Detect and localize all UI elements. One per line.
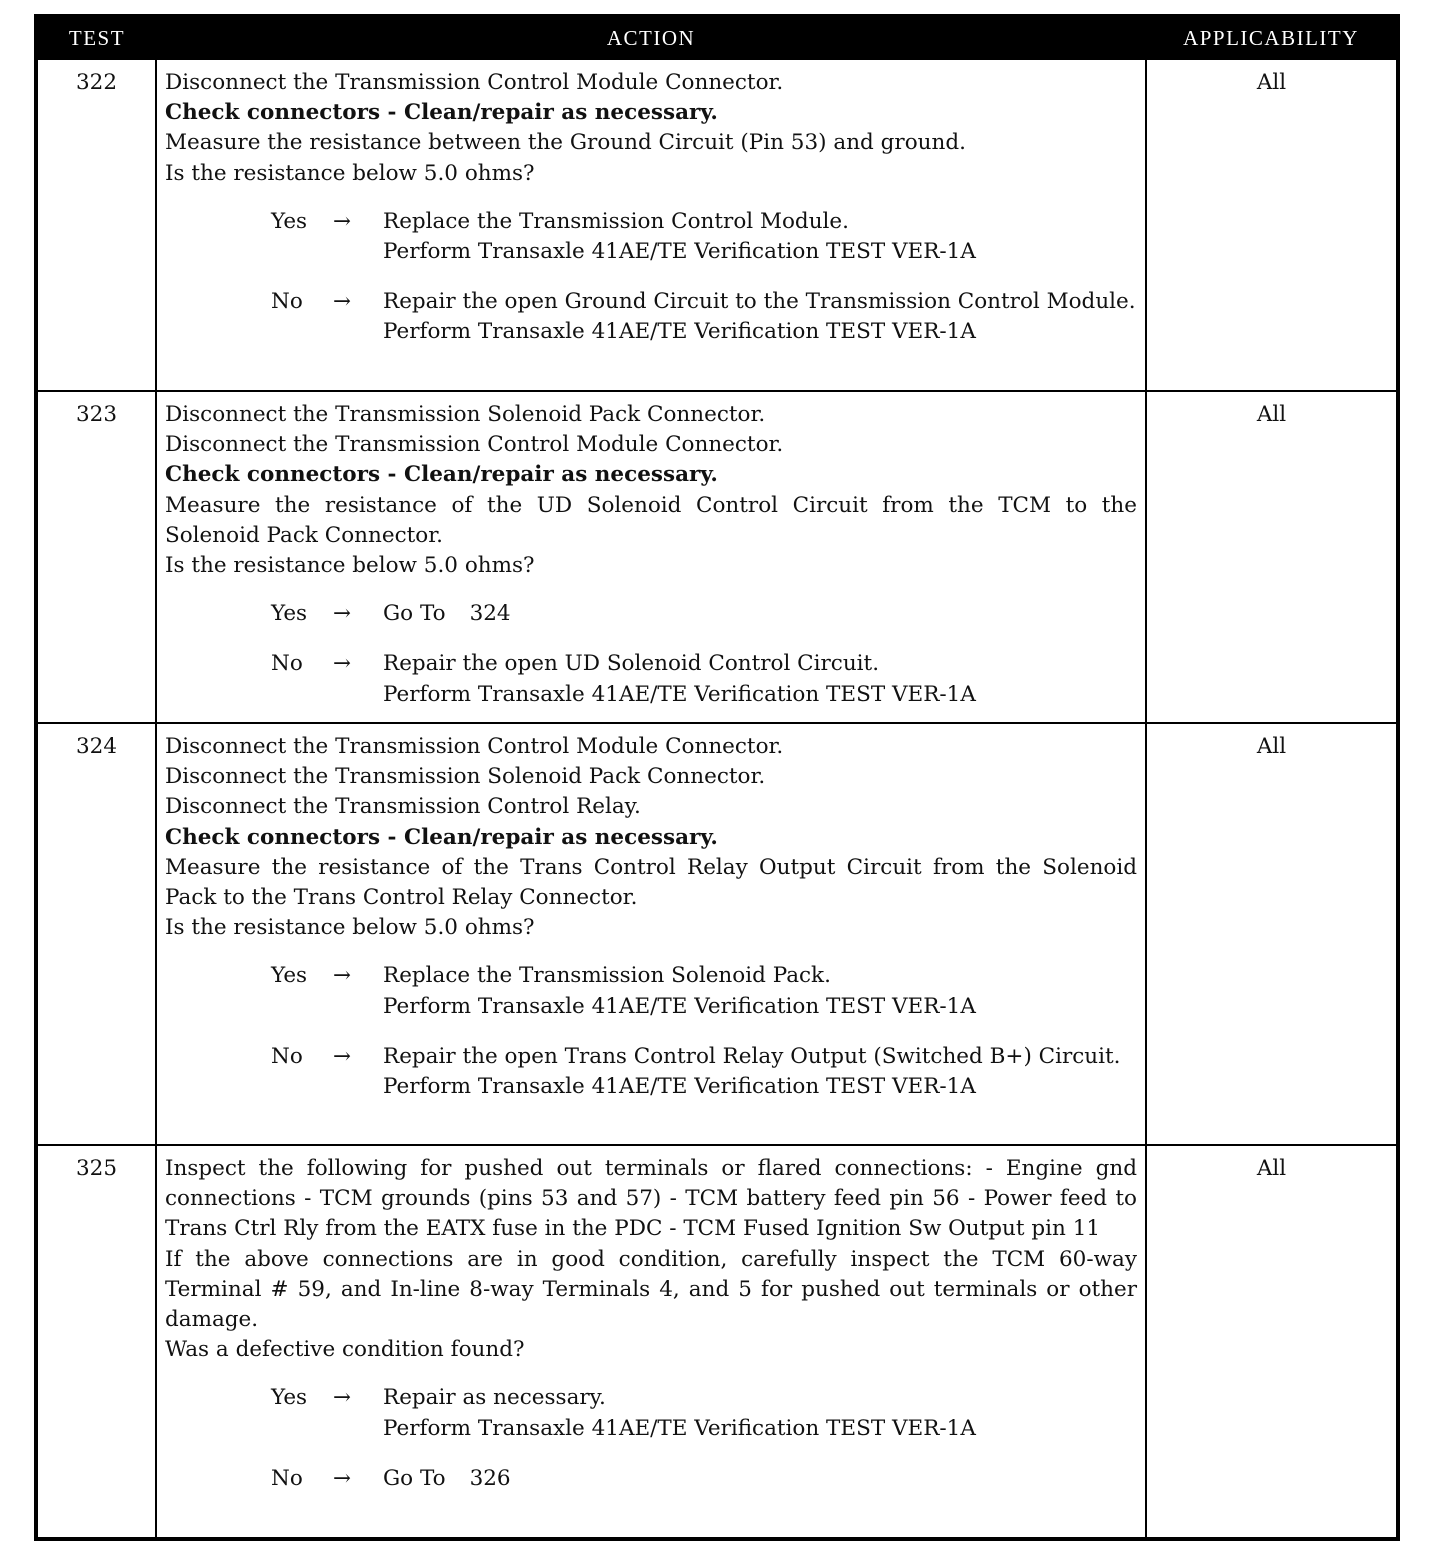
yes-result: Replace the Transmission Control Module. Perform Transaxle 41AE/TE Verification TEST VER-1A — [383, 208, 976, 265]
table-row — [38, 59, 1396, 391]
action-step: Disconnect the Transmission Control Module Connector. — [165, 70, 784, 95]
diagnostic-table — [34, 14, 1400, 1541]
yes-branch — [165, 1383, 1137, 1443]
test-number: 325 — [38, 1145, 156, 1537]
action-step: Disconnect the Transmission Control Module Connector. — [165, 734, 784, 759]
go-to-test-link[interactable]: 324 — [469, 601, 511, 627]
arrow-icon: → — [333, 651, 352, 677]
applicability-value: All — [1146, 59, 1396, 391]
test-number: 323 — [38, 391, 156, 723]
question: Is the resistance below 5.0 ohms? — [165, 553, 535, 579]
action-cell — [156, 723, 1146, 1145]
measure-instruction: Measure the resistance between the Ground Circuit (Pin 53) and ground. — [165, 130, 966, 156]
no-result: Repair the open UD Solenoid Control Circuit. Perform Transaxle 41AE/TE Verification TEST VER-1A — [383, 651, 976, 707]
no-result — [383, 1464, 1137, 1494]
question: Is the resistance below 5.0 ohms? — [165, 915, 535, 941]
action-cell — [156, 391, 1146, 723]
question: Was a defective condition found? — [165, 1337, 525, 1363]
no-label: No — [271, 651, 303, 677]
inspect-instruction: Inspect the following for pushed out terminals or flared connections: - Engine gnd connections - TCM grounds (pins 53 and 57) - TCM battery feed pin 56 - Power feed to Trans Ctrl Rly from the EATX fuse in the PDC - TCM Fused Ignition Sw Output pin 11 — [165, 1156, 1137, 1242]
yes-result: Repair as necessary. Perform Transaxle 41AE/TE Verification TEST VER-1A — [383, 1385, 976, 1441]
applicability-value: All — [1146, 723, 1396, 1145]
yes-branch — [165, 207, 1137, 267]
question: Is the resistance below 5.0 ohms? — [165, 160, 535, 186]
arrow-icon: → — [333, 1385, 352, 1411]
yes-branch — [165, 961, 1137, 1021]
no-branch — [165, 287, 1137, 347]
arrow-icon: → — [333, 208, 352, 234]
table-header — [38, 18, 1396, 59]
no-label: No — [271, 1465, 303, 1491]
arrow-icon: → — [333, 1043, 352, 1069]
header-applicability: APPLICABILITY — [1146, 18, 1396, 59]
yes-result: Replace the Transmission Solenoid Pack. Perform Transaxle 41AE/TE Verification TEST VER-1A — [383, 963, 976, 1019]
go-to-test-link[interactable]: 326 — [469, 1465, 511, 1491]
header-test: TEST — [38, 18, 156, 59]
header-action: ACTION — [156, 18, 1146, 59]
test-number: 322 — [38, 59, 156, 391]
check-connectors-note: Check connectors - Clean/repair as necessary. — [165, 824, 718, 850]
action-step: Disconnect the Transmission Control Module Connector. — [165, 432, 784, 458]
inspect-instruction-2: If the above connections are in good condition, carefully inspect the TCM 60-way Terminal # 59, and In-line 8-way Terminals 4, and 5 for pushed out terminals or other damage. — [165, 1246, 1137, 1333]
action-step: Disconnect the Transmission Control Relay. — [165, 794, 641, 820]
arrow-icon: → — [333, 289, 352, 315]
yes-label: Yes — [271, 601, 308, 627]
yes-branch — [165, 599, 1137, 629]
check-connectors-note: Check connectors - Clean/repair as necessary. — [165, 100, 718, 126]
yes-label: Yes — [271, 963, 308, 989]
no-label: No — [271, 289, 303, 315]
table-row — [38, 391, 1396, 723]
arrow-icon: → — [333, 963, 352, 989]
applicability-value: All — [1146, 391, 1396, 723]
action-cell — [156, 59, 1146, 391]
no-result: Repair the open Ground Circuit to the Transmission Control Module. Perform Transaxle 41AE/TE Verification TEST VER-1A — [383, 289, 1136, 345]
no-branch — [165, 1464, 1137, 1494]
yes-label: Yes — [271, 208, 308, 234]
arrow-icon: → — [333, 601, 352, 627]
yes-result — [383, 599, 1137, 629]
measure-instruction: Measure the resistance of the UD Solenoid Control Circuit from the TCM to the Solenoid Pack Connector. — [165, 492, 1137, 548]
no-branch — [165, 1042, 1137, 1102]
no-branch — [165, 649, 1137, 709]
applicability-value: All — [1146, 1145, 1396, 1537]
measure-instruction: Measure the resistance of the Trans Control Relay Output Circuit from the Solenoid Pack to the Trans Control Relay Connector. — [165, 854, 1137, 911]
table-row — [38, 723, 1396, 1145]
check-connectors-note: Check connectors - Clean/repair as necessary. — [165, 462, 718, 488]
go-to-label: Go To — [383, 1465, 446, 1491]
action-step: Disconnect the Transmission Solenoid Pack Connector. — [165, 764, 766, 790]
yes-label: Yes — [271, 1385, 308, 1411]
no-label: No — [271, 1043, 303, 1069]
action-step: Disconnect the Transmission Solenoid Pack Connector. — [165, 402, 766, 427]
go-to-label: Go To — [383, 601, 446, 627]
no-result: Repair the open Trans Control Relay Output (Switched B+) Circuit. Perform Transaxle 41AE/TE Verification TEST VER-1A — [383, 1043, 1121, 1100]
action-cell — [156, 1145, 1146, 1537]
arrow-icon: → — [333, 1465, 352, 1491]
table-row — [38, 1145, 1396, 1537]
test-number: 324 — [38, 723, 156, 1145]
